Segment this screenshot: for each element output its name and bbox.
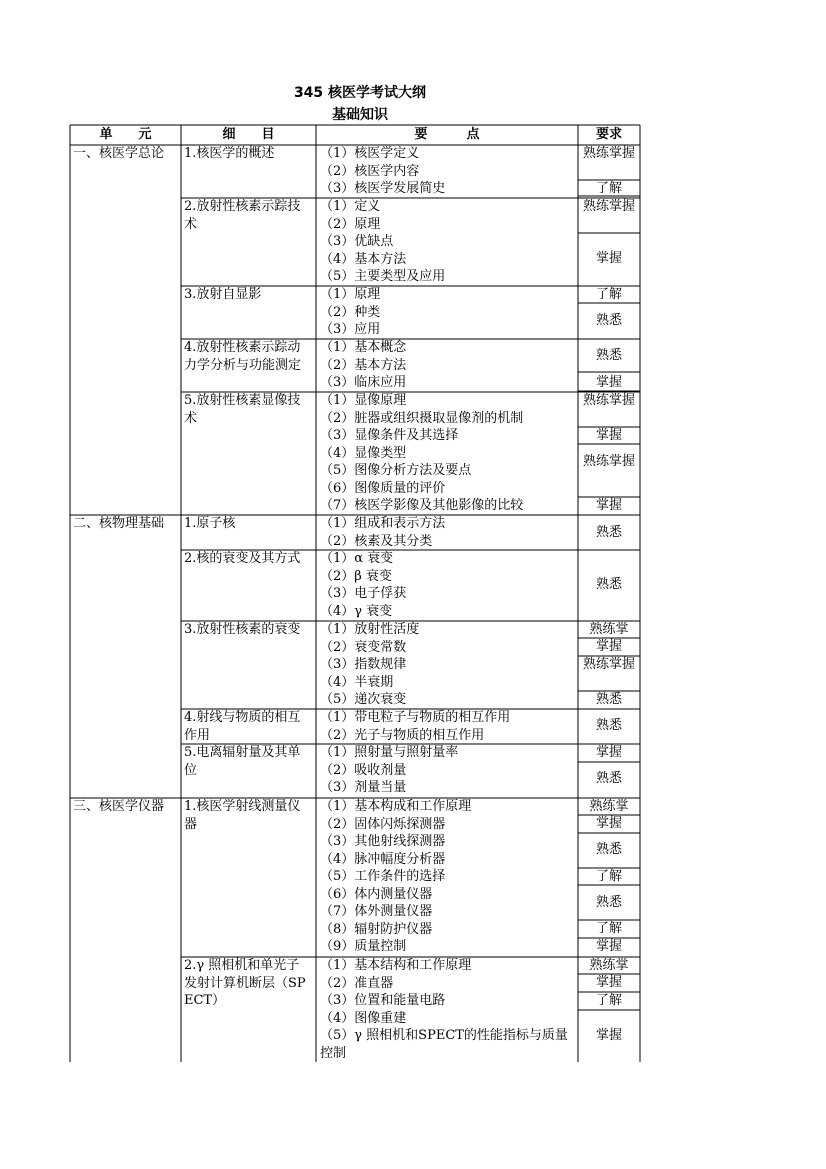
requirement-text: 熟悉 — [595, 895, 622, 910]
point-text: （2）核素及其分类 — [320, 533, 433, 549]
requirement-text: 了解 — [595, 181, 622, 196]
point-text: （3）核医学发展简史 — [320, 181, 446, 196]
requirement-text: 掌握 — [595, 428, 622, 443]
requirement-text: 掌握 — [595, 375, 622, 390]
point-text: （2）种类 — [320, 304, 381, 320]
point-text: （5）主要类型及应用 — [320, 269, 446, 284]
point-text: （1）基本构成和工作原理 — [320, 799, 472, 814]
item-label: 3.放射自显影 — [184, 287, 262, 302]
point-text: （1）照射量与照射量率 — [320, 745, 459, 760]
requirement-text: 熟悉 — [595, 313, 622, 328]
unit-label: 一、核医学总论 — [73, 146, 165, 161]
point-text: （7）核医学影像及其他影像的比较 — [320, 498, 524, 513]
point-text: （3）应用 — [320, 322, 381, 337]
requirement-text: 熟悉 — [595, 577, 622, 592]
unit-label: 二、核物理基础 — [73, 516, 165, 531]
point-text: （2）原理 — [320, 216, 381, 232]
point-text: （9）质量控制 — [320, 939, 407, 954]
point-text: （5）γ 照相机和SPECT的性能指标与质量控制 — [320, 1028, 568, 1061]
requirement-text: 掌握 — [595, 939, 622, 954]
item-label: 5.电离辐射量及其单位 — [184, 745, 301, 778]
requirement-text: 了解 — [595, 921, 622, 936]
requirement-text: 掌握 — [595, 498, 622, 513]
point-text: （1）定义 — [320, 199, 381, 214]
requirement-text: 掌握 — [595, 251, 622, 266]
point-text: （4）基本方法 — [320, 251, 407, 267]
point-text: （7）体外测量仪器 — [320, 904, 433, 919]
point-text: （3）指数规律 — [320, 657, 407, 672]
requirement-text: 熟练掌握 — [582, 146, 635, 161]
point-text: （2）脏器或组织摄取显像剂的机制 — [320, 410, 524, 426]
item-label: 1.原子核 — [184, 516, 236, 531]
point-text: （1）组成和表示方法 — [320, 516, 446, 531]
point-text: （2）光子与物质的相互作用 — [320, 727, 485, 743]
point-text: （5）递次衰变 — [320, 692, 407, 707]
item-label: 4.射线与物质的相互作用 — [184, 710, 301, 743]
point-text: （3）剂量当量 — [320, 780, 407, 795]
requirement-text: 熟悉 — [595, 771, 622, 786]
point-text: （3）优缺点 — [320, 234, 394, 249]
header-unit: 单 元 — [99, 127, 152, 142]
item-label: 3.放射性核素的衰变 — [184, 622, 301, 637]
item-label: 2.γ 照相机和单光子发射计算机断层（SPECT） — [184, 958, 306, 1008]
item-label: 1.核医学射线测量仪器 — [184, 799, 301, 832]
requirement-text: 熟练掌 — [589, 622, 629, 637]
point-text: （1）原理 — [320, 287, 381, 302]
item-label: 2.放射性核素示踪技术 — [184, 199, 301, 232]
requirement-text: 熟悉 — [595, 348, 622, 363]
unit-label: 三、核医学仪器 — [73, 799, 165, 814]
item-label: 1.核医学的概述 — [184, 146, 275, 161]
requirement-text: 掌握 — [595, 1028, 622, 1043]
document-title: 345 核医学考试大纲 — [293, 85, 427, 101]
header-requirement: 要求 — [595, 127, 622, 142]
point-text: （5）图像分析方法及要点 — [320, 463, 472, 478]
point-text: （2）核医学内容 — [320, 163, 420, 179]
requirement-text: 熟悉 — [595, 842, 622, 857]
point-text: （3）其他射线探测器 — [320, 834, 446, 849]
requirement-text: 熟练掌 — [589, 958, 629, 973]
item-label: 5.放射性核素显像技术 — [184, 393, 301, 426]
requirement-text: 掌握 — [595, 745, 622, 760]
point-text: （2）β 衰变 — [320, 568, 392, 584]
requirement-text: 掌握 — [595, 816, 622, 831]
document-subtitle: 基础知识 — [332, 107, 388, 123]
point-text: （1）基本概念 — [320, 340, 407, 355]
requirement-text: 熟悉 — [595, 718, 622, 733]
point-text: （1）基本结构和工作原理 — [320, 958, 472, 973]
point-text: （3）临床应用 — [320, 375, 407, 390]
requirement-text: 熟练掌握 — [582, 657, 635, 672]
point-text: （3）电子俘获 — [320, 586, 407, 601]
requirement-text: 了解 — [595, 993, 622, 1008]
point-text: （2）准直器 — [320, 975, 394, 991]
point-text: （6）体内测量仪器 — [320, 886, 433, 902]
requirement-text: 熟练掌握 — [582, 199, 635, 214]
point-text: （3）位置和能量电路 — [320, 993, 446, 1008]
point-text: （4）γ 衰变 — [320, 603, 393, 619]
point-text: （1）带电粒子与物质的相互作用 — [320, 710, 511, 725]
requirement-text: 了解 — [595, 869, 622, 884]
header-detail: 细 目 — [222, 127, 275, 142]
point-text: （4）图像重建 — [320, 1010, 407, 1026]
point-text: （1）放射性活度 — [320, 622, 420, 637]
requirement-text: 熟悉 — [595, 525, 622, 540]
item-label: 4.放射性核素示踪动力学分析与功能测定 — [184, 340, 302, 373]
requirement-text: 掌握 — [595, 975, 622, 990]
requirement-text: 掌握 — [595, 639, 622, 654]
point-text: （1）显像原理 — [320, 393, 407, 408]
point-text: （4）脉冲幅度分析器 — [320, 851, 446, 867]
requirement-text: 熟练掌握 — [582, 393, 635, 408]
point-text: （2）吸收剂量 — [320, 762, 407, 778]
requirement-text: 熟练掌握 — [582, 454, 635, 469]
point-text: （1）α 衰变 — [320, 551, 394, 566]
point-text: （3）显像条件及其选择 — [320, 428, 459, 443]
requirement-text: 熟悉 — [595, 692, 622, 707]
header-point: 要 点 — [414, 127, 480, 142]
point-text: （6）图像质量的评价 — [320, 480, 446, 496]
requirement-text: 熟练掌 — [589, 799, 629, 814]
requirement-text: 了解 — [595, 287, 622, 302]
point-text: （2）固体闪烁探测器 — [320, 816, 446, 832]
point-text: （2）基本方法 — [320, 357, 407, 373]
point-text: （2）衰变常数 — [320, 639, 407, 655]
point-text: （5）工作条件的选择 — [320, 869, 446, 884]
point-text: （4）半衰期 — [320, 674, 394, 690]
item-label: 2.核的衰变及其方式 — [184, 551, 301, 566]
point-text: （1）核医学定义 — [320, 146, 420, 161]
point-text: （4）显像类型 — [320, 445, 407, 461]
point-text: （8）辐射防护仪器 — [320, 921, 433, 937]
